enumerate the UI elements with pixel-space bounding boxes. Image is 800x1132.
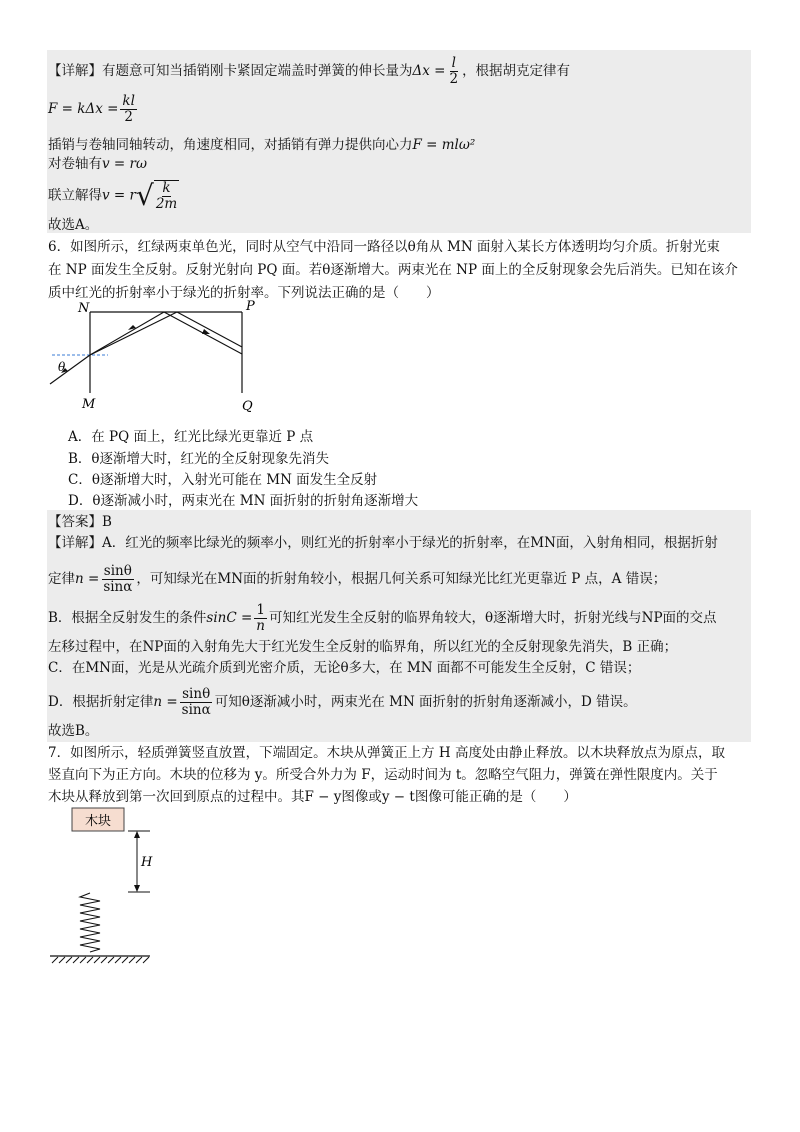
spring-block-diagram <box>44 800 174 965</box>
spring <box>80 893 100 952</box>
arrow-up-icon <box>134 831 140 838</box>
refracted-ray-2 <box>90 312 177 355</box>
square-root: √ k 2m <box>135 179 178 212</box>
answer6-line-a2: 定律n = $\frac{\sin\theta}{\sin\alpha}$ ，可知绿光在MN面的折射角较小，根据几何关系可知绿光比红光更靠近 P 点，A 错误； <box>48 563 667 595</box>
answer6-line-b1: B．根据全反射发生的条件sinC = $\frac{1}{n}$ 可知红光发生全反射的临界角较大，θ逐渐增大时，折射光线与NP面的交点 <box>48 602 717 634</box>
answer6-conclusion: 故选B。 <box>48 723 99 739</box>
label-H: H <box>141 855 153 870</box>
fraction: $\frac{1}{n}$ <box>256 602 265 634</box>
question6-line2: 在 NP 面发生全反射。反射光射向 PQ 面。若θ逐渐增大。两束光在 NP 面上的全反射现象会先后消失。已知在该介 <box>48 262 738 278</box>
label-N: N <box>78 301 90 316</box>
label-P: P <box>246 299 255 314</box>
fraction: $\frac{kl}{2}$ <box>122 93 135 125</box>
solution5-conclusion: 故选A。 <box>48 217 99 233</box>
solution5-line1: 【详解】有题意可知当插销刚卡紧固定端盖时弹簧的伸长量为Δx = $\frac{l}{2}$ ，根据胡克定律有 <box>48 55 571 87</box>
fraction: $\frac{\sin\theta}{\sin\alpha}$ <box>181 686 211 718</box>
label-Q: Q <box>242 399 253 414</box>
ground-hatching <box>52 957 149 963</box>
question7-line3: 木块从释放到第一次回到原点的过程中。其F − y图像或y − t图像可能正确的是（ ） <box>48 789 577 805</box>
block-label: 木块 <box>84 814 112 829</box>
optics-diagram <box>44 298 274 418</box>
solution5-line4: 对卷轴有v = rω <box>48 156 147 172</box>
fraction: $\frac{l}{2}$ <box>449 55 459 87</box>
solution5-line5: 联立解得v = r √ k 2m <box>48 179 178 212</box>
question6-line1: 6．如图所示，红绿两束单色光，同时从空气中沿同一路径以θ角从 MN 面射入某长方体透明均匀介质。折射光束 <box>48 239 720 255</box>
reflected-ray-2 <box>177 312 242 347</box>
answer6-line-d: D．根据折射定律n = $\frac{\sin\theta}{\sin\alpha}$ 可知θ逐渐减小时，两束光在 MN 面折射的折射角逐渐减小，D 错误。 <box>48 686 637 718</box>
question7-line1: 7．如图所示，轻质弹簧竖直放置，下端固定。木块从弹簧正上方 H 高度处由静止释放。以木块释放点为原点，取 <box>48 745 725 761</box>
refracted-ray-1 <box>90 312 164 355</box>
incident-ray <box>50 355 90 384</box>
arrow-icon <box>202 329 210 334</box>
label-theta: θ <box>58 360 66 374</box>
question6-line3: 质中红光的折射率小于绿光的折射率。下列说法正确的是（ ） <box>48 285 440 301</box>
answer6-line-a1: 【详解】A．红光的频率比绿光的频率小，则红光的折射率小于绿光的折射率，在MN面，入射角相同，根据折射 <box>48 535 718 551</box>
option-A: A．在 PQ 面上，红光比绿光更靠近 P 点 <box>68 429 314 445</box>
answer6-answer: 【答案】B <box>48 514 112 530</box>
solution5-line2: F = kΔx = $\frac{kl}{2}$ <box>48 93 135 125</box>
option-B: B．θ逐渐增大时，红光的全反射现象先消失 <box>68 451 330 467</box>
arrow-down-icon <box>134 885 140 892</box>
question7-line2: 竖直向下为正方向。木块的位移为 y。所受合外力为 F，运动时间为 t。忽略空气阻力，弹簧在弹性限度内。关于 <box>48 767 718 783</box>
option-C: C．θ逐渐增大时，入射光可能在 MN 面发生全反射 <box>68 472 378 488</box>
label-M: M <box>82 397 96 412</box>
solution5-line3: 插销与卷轴同轴转动，角速度相同，对插销有弹力提供向心力F = mlω² <box>48 137 476 153</box>
answer6-line-b2: 左移过程中，在NP面的入射角先大于红光发生全反射的临界角，所以红光的全反射现象先消失，B 正确； <box>48 639 678 655</box>
fraction: $\frac{\sin\theta}{\sin\alpha}$ <box>103 563 133 595</box>
answer6-line-c: C．在MN面，光是从光疏介质到光密介质，无论θ多大，在 MN 面都不可能发生全反射，C 错误； <box>48 660 641 676</box>
option-D: D．θ逐渐减小时，两束光在 MN 面折射的折射角逐渐增大 <box>68 493 419 509</box>
